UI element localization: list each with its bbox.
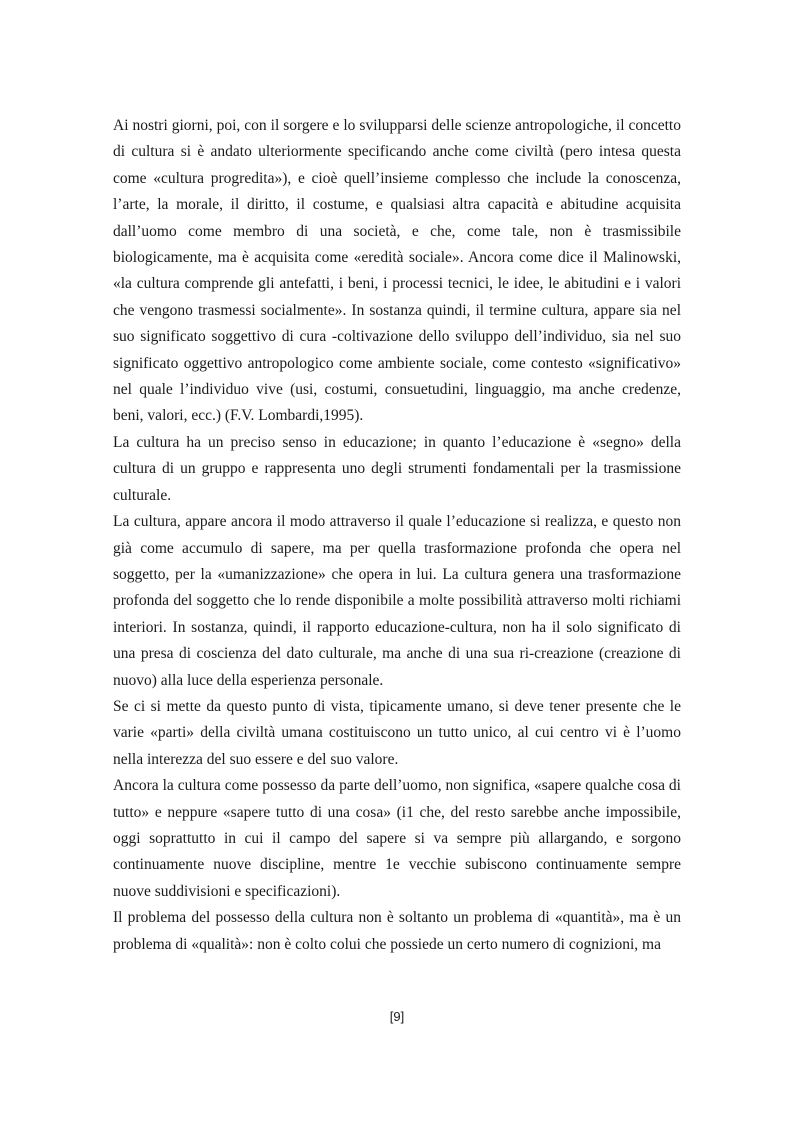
page-number: [9] bbox=[389, 1009, 405, 1024]
paragraph-2: La cultura ha un preciso senso in educazione; in quanto l’educazione è «segno» della cultura di un gruppo e rappresenta uno degli strumenti fondamentali per la trasmissione culturale. bbox=[113, 433, 681, 504]
body-text bbox=[113, 113, 681, 958]
paragraph-5: Ancora la cultura come possesso da parte dell’uomo, non significa, «sapere qualche cosa di tutto» e neppure «sapere tutto di una cosa» (i1 che, del resto sarebbe anche impossibile, oggi soprattutto in cui il campo del sapere si va sempre più allargando, e sorgono continuamente nuove discipline, mentre 1e vecchie subiscono continuamente sempre nuove suddivisioni e specificazioni). bbox=[113, 777, 681, 900]
paragraph-4: Se ci si mette da questo punto di vista, tipicamente umano, si deve tener presente che le varie «parti» della civiltà umana costituiscono un tutto unico, al cui centro vi è l’uomo nella interezza del suo essere e del suo valore. bbox=[113, 697, 681, 768]
paragraph-3: La cultura, appare ancora il modo attraverso il quale l’educazione si realizza, e questo non già come accumulo di sapere, ma per quella trasformazione profonda che opera nel soggetto, per la «umanizzazione» che opera in lui. La cultura genera una trasformazione profonda del soggetto che lo rende disponibile a molte possibilità attraverso molti richiami interiori. In sostanza, quindi, il rapporto educazione-cultura, non ha il solo significato di una presa di coscienza del dato culturale, ma anche di una sua ri-creazione (creazione di nuovo) alla luce della esperienza personale. bbox=[113, 513, 681, 689]
paragraph-1: Ai nostri giorni, poi, con il sorgere e lo svilupparsi delle scienze antropologiche, il concetto di cultura si è andato ulteriormente specificando anche come civiltà (pero intesa questa come «cultura progredita»), e cioè quell’insieme complesso che include la conoscenza, l’arte, la morale, il diritto, il costume, e qualsiasi altra capacità e abitudine acquisita dall’uomo come membro di una società, e che, come tale, non è trasmissibile biologicamente, ma è acquisita come «eredità sociale». Ancora come dice il Malinowski, «la cultura comprende gli antefatti, i beni, i processi tecnici, le idee, le abitudini e i valori che vengono trasmessi socialmente». In sostanza quindi, il termine cultura, appare sia nel suo significato soggettivo di cura -coltivazione dello sviluppo dell’individuo, sia nel suo significato oggettivo antropologico come ambiente sociale, come contesto «significativo» nel quale l’individuo vive (usi, costumi, consuetudini, linguaggio, ma anche credenze, beni, valori, ecc.) (F.V. Lombardi,1995). bbox=[113, 117, 681, 425]
paragraph-6: Il problema del possesso della cultura non è soltanto un problema di «quantità», ma è un problema di «qualità»: non è colto colui che possiede un certo numero di cognizioni, ma bbox=[113, 909, 681, 953]
